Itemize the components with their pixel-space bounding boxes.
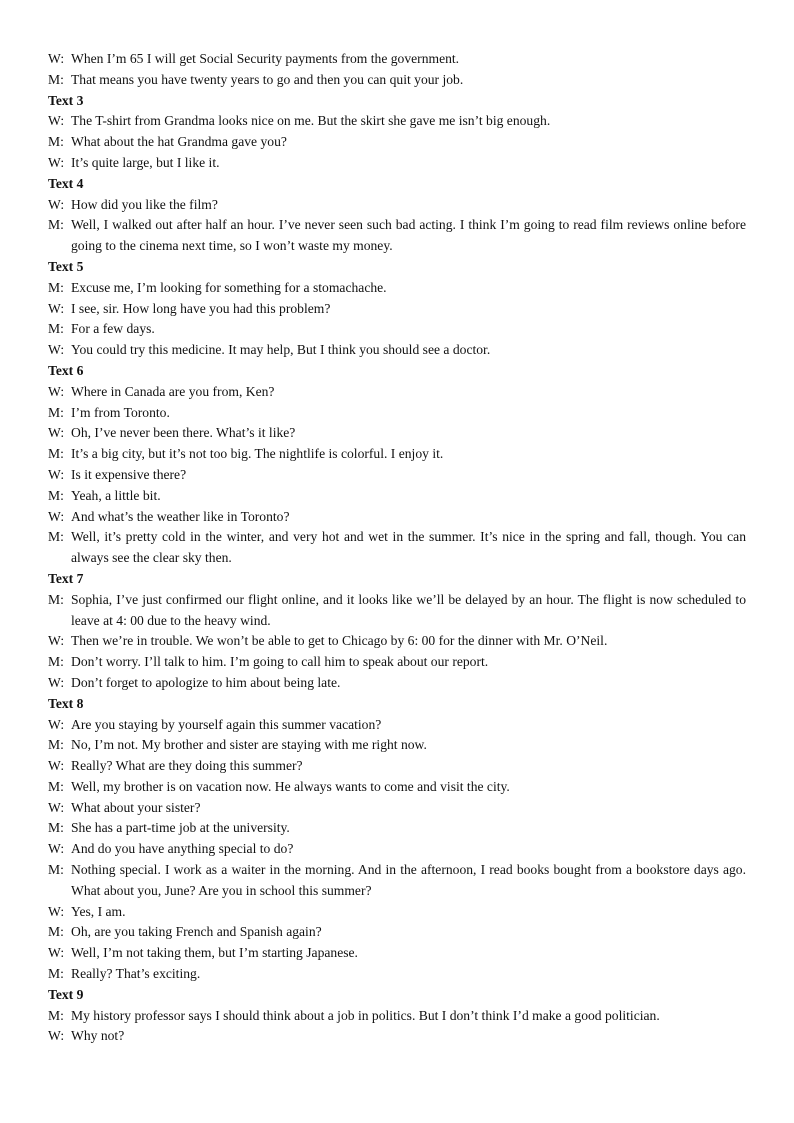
- speaker-label: W:: [48, 1028, 65, 1044]
- speaker-label: M:: [48, 924, 64, 940]
- dialogue-text: Oh, I’ve never been there. What’s it like?: [71, 425, 296, 441]
- dialogue-text: You could try this medicine. It may help, But I think you should see a doctor.: [71, 342, 491, 358]
- dialogue-text: Well, it’s pretty cold in the winter, and very hot and wet in the summer. It’s nice in the spring and fall, though. You can always see the clear sky then.: [71, 529, 746, 566]
- dialogue-line: [48, 278, 746, 299]
- dialogue-text: Well, I walked out after half an hour. I’ve never seen such bad acting. I think I’m going to read film reviews online before going to the cinema next time, so I won’t waste my money.: [71, 217, 746, 254]
- dialogue-text: The T-shirt from Grandma looks nice on me. But the skirt she gave me isn’t big enough.: [71, 113, 551, 129]
- dialogue-line: [48, 631, 746, 652]
- speaker-label: M:: [48, 966, 64, 982]
- dialogue-line: [48, 111, 746, 132]
- speaker-label: M:: [48, 529, 64, 545]
- dialogue-line: [48, 340, 746, 361]
- dialogue-text: Well, I’m not taking them, but I’m starting Japanese.: [71, 945, 358, 961]
- dialogue-line: [48, 943, 746, 964]
- dialogue-line: [48, 215, 746, 257]
- section-heading: Text 8: [48, 695, 84, 711]
- speaker-label: W:: [48, 903, 65, 919]
- speaker-label: M:: [48, 1007, 64, 1023]
- speaker-label: M:: [48, 217, 64, 233]
- speaker-label: M:: [48, 404, 64, 420]
- dialogue-text: Is it expensive there?: [71, 466, 187, 482]
- dialogue-text: Really? That’s exciting.: [71, 966, 201, 982]
- section-heading: Text 9: [48, 986, 84, 1002]
- dialogue-text: She has a part-time job at the university.: [71, 820, 290, 836]
- speaker-label: W:: [48, 633, 65, 649]
- dialogue-line: [48, 403, 746, 424]
- speaker-label: W:: [48, 425, 65, 441]
- section-heading: Text 5: [48, 258, 84, 274]
- dialogue-text: Yeah, a little bit.: [71, 487, 161, 503]
- speaker-label: W:: [48, 113, 65, 129]
- speaker-label: M:: [48, 71, 64, 87]
- speaker-label: W:: [48, 51, 65, 66]
- dialogue-text: And do you have anything special to do?: [71, 841, 294, 857]
- speaker-label: W:: [48, 841, 65, 857]
- dialogue-text: When I’m 65 I will get Social Security payments from the government.: [71, 51, 460, 66]
- dialogue-text: What about your sister?: [71, 799, 201, 815]
- dialogue-line: [48, 423, 746, 444]
- speaker-label: W:: [48, 716, 65, 732]
- dialogue-line: [48, 673, 746, 694]
- dialogue-line: [48, 319, 746, 340]
- speaker-label: W:: [48, 945, 65, 961]
- dialogue-line: [48, 715, 746, 736]
- dialogue-line: [48, 798, 746, 819]
- speaker-label: M:: [48, 279, 64, 295]
- speaker-label: M:: [48, 820, 64, 836]
- dialogue-text: I see, sir. How long have you had this problem?: [71, 300, 331, 316]
- speaker-label: M:: [48, 737, 64, 753]
- dialogue-text: Where in Canada are you from, Ken?: [71, 383, 275, 399]
- speaker-label: W:: [48, 799, 65, 815]
- dialogue-text: I’m from Toronto.: [71, 404, 170, 420]
- dialogue-line: [48, 132, 746, 153]
- speaker-label: M:: [48, 446, 64, 462]
- speaker-label: W:: [48, 196, 65, 212]
- dialogue-text: Then we’re in trouble. We won’t be able to get to Chicago by 6: 00 for the dinner with Mr. O’Neil.: [71, 633, 608, 649]
- dialogue-text: Nothing special. I work as a waiter in the morning. And in the afternoon, I read books bought from a bookstore days ago. What about you, June? Are you in school this summer?: [71, 862, 746, 898]
- dialogue-text: What about the hat Grandma gave you?: [71, 134, 287, 150]
- dialogue-line: [48, 382, 746, 403]
- speaker-label: W:: [48, 508, 65, 524]
- dialogue-line: [48, 964, 746, 985]
- speaker-label: M:: [48, 778, 64, 794]
- dialogue-line: [48, 818, 746, 839]
- dialogue-line: [48, 486, 746, 507]
- speaker-label: W:: [48, 300, 65, 316]
- speaker-label: W:: [48, 342, 65, 358]
- dialogue-line: [48, 507, 746, 528]
- dialogue-line: [48, 299, 746, 320]
- dialogue-line: [48, 860, 746, 902]
- dialogue-line: [48, 527, 746, 569]
- dialogue-text: No, I’m not. My brother and sister are staying with me right now.: [71, 737, 427, 753]
- speaker-label: W:: [48, 674, 65, 690]
- dialogue-text: It’s quite large, but I like it.: [71, 154, 220, 170]
- speaker-label: W:: [48, 466, 65, 482]
- dialogue-line: [48, 839, 746, 860]
- dialogue-text: It’s a big city, but it’s not too big. The nightlife is colorful. I enjoy it.: [71, 446, 444, 462]
- dialogue-text: Excuse me, I’m looking for something for a stomachache.: [71, 279, 387, 295]
- speaker-label: M:: [48, 591, 64, 607]
- section-heading: Text 3: [48, 92, 84, 108]
- dialogue-text: My history professor says I should think about a job in politics. But I don’t think I’d make a good politician.: [71, 1007, 660, 1023]
- dialogue-line: [48, 922, 746, 943]
- dialogue-line: [48, 195, 746, 216]
- dialogue-text: Really? What are they doing this summer?: [71, 758, 303, 774]
- speaker-label: M:: [48, 487, 64, 503]
- speaker-label: W:: [48, 758, 65, 774]
- speaker-label: W:: [48, 154, 65, 170]
- speaker-label: W:: [48, 383, 65, 399]
- dialogue-text: Don’t worry. I’ll talk to him. I’m going to call him to speak about our report.: [71, 654, 489, 670]
- dialogue-line: [48, 465, 746, 486]
- dialogue-line: [48, 735, 746, 756]
- dialogue-text: Don’t forget to apologize to him about being late.: [71, 674, 341, 690]
- dialogue-line: [48, 590, 746, 632]
- dialogue-line: [48, 902, 746, 923]
- dialogue-line: [48, 652, 746, 673]
- dialogue-text: Oh, are you taking French and Spanish again?: [71, 924, 322, 940]
- transcript-page: [48, 49, 746, 1047]
- section-heading: Text 6: [48, 362, 84, 378]
- speaker-label: M:: [48, 321, 64, 337]
- dialogue-line: [48, 756, 746, 777]
- speaker-label: M:: [48, 654, 64, 670]
- dialogue-text: Sophia, I’ve just confirmed our flight online, and it looks like we’ll be delayed by an hour. The flight is now scheduled to leave at 4: 00 due to the heavy wind.: [71, 591, 746, 628]
- dialogue-text: Why not?: [71, 1028, 125, 1044]
- dialogue-line: [48, 444, 746, 465]
- dialogue-line: [48, 1026, 746, 1047]
- dialogue-text: Well, my brother is on vacation now. He always wants to come and visit the city.: [71, 778, 510, 794]
- dialogue-line: [48, 1006, 746, 1027]
- section-heading: Text 7: [48, 570, 84, 586]
- dialogue-text: Are you staying by yourself again this summer vacation?: [71, 716, 382, 732]
- dialogue-text: And what’s the weather like in Toronto?: [71, 508, 290, 524]
- section-heading: Text 4: [48, 175, 84, 191]
- dialogue-line: [48, 70, 746, 91]
- dialogue-line: [48, 777, 746, 798]
- dialogue-text: Yes, I am.: [71, 903, 126, 919]
- dialogue-text: That means you have twenty years to go and then you can quit your job.: [71, 71, 464, 87]
- dialogue-line: [48, 49, 746, 70]
- dialogue-text: For a few days.: [71, 321, 155, 337]
- speaker-label: M:: [48, 862, 64, 878]
- speaker-label: M:: [48, 134, 64, 150]
- dialogue-text: How did you like the film?: [71, 196, 218, 212]
- dialogue-line: [48, 153, 746, 174]
